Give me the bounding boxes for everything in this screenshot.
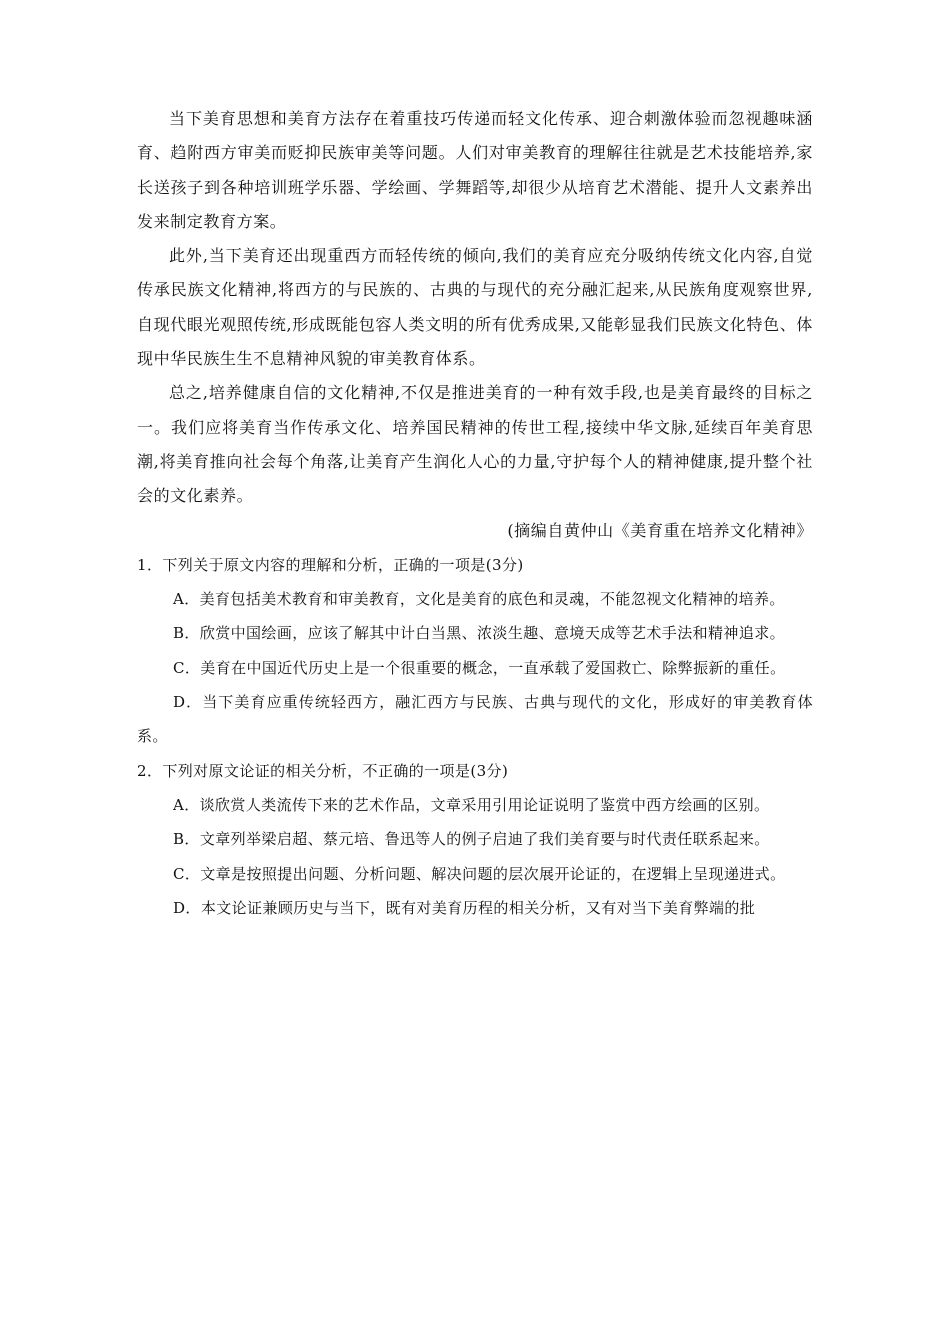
question-1-option-d: D．当下美育应重传统轻西方，融汇西方与民族、古典与现代的文化，形成好的审美教育体系。 [137, 693, 813, 746]
question-2-option-a: A．谈欣赏人类流传下来的艺术作品，文章采用引用论证说明了鉴赏中西方绘画的区别。 [173, 795, 770, 814]
question-1-option-b: B．欣赏中国绘画，应该了解其中计白当黑、浓淡生趣、意境天成等艺术手法和精神追求。 [173, 624, 786, 643]
question-1-option-a: A．美育包括美术教育和审美教育，文化是美育的底色和灵魂，不能忽视文化精神的培养。 [173, 590, 785, 609]
question-1-option-c: C．美育在中国近代历史上是一个很重要的概念，一直承载了爱国救亡、除弊振新的重任。 [173, 658, 786, 677]
question-2-option-c: C．文章是按照提出问题、分析问题、解决问题的层次展开论证的，在逻辑上呈现递进式。 [173, 864, 786, 883]
document-page [137, 102, 813, 925]
article-paragraph-2: 此外,当下美育还出现重西方而轻传统的倾向,我们的美育应充分吸纳传统文化内容,自觉传承民族文化精神,将西方的与民族的、古典的与现代的充分融汇起来,从民族角度观察世界,自现代眼光观照传统,形成既能包容人类文明的所有优秀成果,又能彰显我们民族文化特色、体现中华民族生生不息精神风貌的审美教育体系。 [137, 246, 813, 369]
question-1-stem: 1．下列关于原文内容的理解和分析，正确的一项是(3分) [137, 555, 524, 574]
article-paragraph-1: 当下美育思想和美育方法存在着重技巧传递而轻文化传承、迎合刺激体验而忽视趣味涵育、趋附西方审美而贬抑民族审美等问题。人们对审美教育的理解往往就是艺术技能培养,家长送孩子到各种培训班学乐器、学绘画、学舞蹈等,却很少从培育艺术潜能、提升人文素养出发来制定教育方案。 [137, 109, 813, 231]
question-1 [137, 548, 813, 754]
question-2-stem: 2．下列对原文论证的相关分析，不正确的一项是(3分) [137, 761, 509, 780]
article-source: (摘编自黄仲山《美育重在培养文化精神》 [507, 520, 813, 540]
article-paragraph-3: 总之,培养健康自信的文化精神,不仅是推进美育的一种有效手段,也是美育最终的目标之一。我们应将美育当作传承文化、培养国民精神的传世工程,接续中华文脉,延续百年美育思潮,将美育推向社会每个角落,让美育产生润化人心的力量,守护每个人的精神健康,提升整个社会的文化素养。 [137, 383, 813, 506]
question-2-option-b: B．文章列举梁启超、蔡元培、鲁迅等人的例子启迪了我们美育要与时代责任联系起来。 [173, 830, 770, 849]
question-2-option-d: D．本文论证兼顾历史与当下，既有对美育历程的相关分析，又有对当下美育弊端的批 [173, 898, 756, 917]
question-2 [137, 754, 813, 925]
